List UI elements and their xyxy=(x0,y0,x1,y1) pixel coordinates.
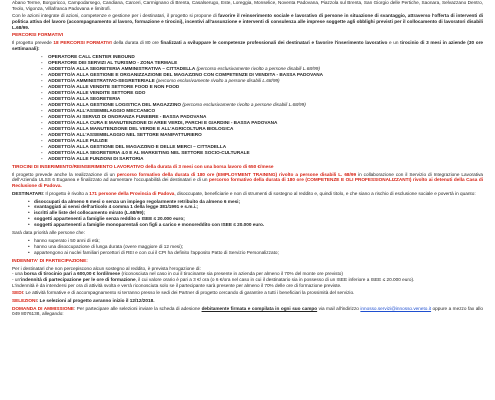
course-item: - ADDETTO/A ALLA GESTIONE LOGISTICA DEL MAGAZZINO (percorso esclusivamente rivolto a persone disabili L.68/99) xyxy=(48,102,483,108)
course-item: - ADDETTO/A AI SERVIZI DI ONORANZA FUNEBRE - BASSA PADOVANA xyxy=(48,114,483,120)
section-heading-formativi: PERCORSI FORMATIVI xyxy=(12,32,64,38)
course-item: - ADDETTO/A ALLA SEGRETERIA 4.0 E AL MARKETING NEL SETTORE SOCIO-CULTURALE xyxy=(48,150,483,156)
destinatari-intro: DESTINATARI: Il progetto è rivolto a 171 persone della Provincia di Padova, disoccupate, beneficiarie e non di strumenti di sostegno al reddito e, quindi titolo, e che siano a rischio di esclusione sociale e povertà in quanto: xyxy=(12,190,476,196)
list-item: • disoccupati da almeno 6 mesi o senza un impiego regolarmente retribuito da almeno 6 mesi; xyxy=(34,199,483,205)
course-item: - ADDETTO/A ALLE VENDITE SETTORE FOOD E NON FOOD xyxy=(48,84,483,90)
course-item: - ADDETTO/A ALLA GESTIONE DEL MAGAZZINO E DELLE MERCI – CITTADELLA xyxy=(48,144,483,150)
domanda-paragraph: DOMANDA DI AMMISSIONE: Per partecipare alle selezioni inviare la scheda di adesione debitamente firmata e compilata in ogni suo campo via mail all'indirizzo innosso.servizi@innosso.veneto.it oppure a mezzo fax allo 049 8076138, allegando: xyxy=(12,305,483,317)
email-link[interactable]: innosso.servizi@innosso.veneto.it xyxy=(360,305,432,311)
course-item: - ADDETTO/A AMMINISTRATIVO-SEGRETERIALE (percorso esclusivamente rivolto a persone disabili L.68/99) xyxy=(48,78,483,84)
course-item: - ADDETTO/A ALLA SEGRETERIA AMMINISTRATIVA – CITTADELLA (percorso esclusivamente rivolto a persone disabili L.68/99) xyxy=(48,66,483,72)
intro-objective: Con le azioni integrate di azioni, competenze e gestione per i destinatari, il progetto si propone di favorire il reinserimento sociale e lavorativo di persone in situazione di svantaggio, attraverso l'offerta di interventi di politica attiva del lavoro (accompagnamento al lavoro, formazione e tirocini), incentivi all'assunzione e interventi di consulenza alle imprese soggette agli obblighi previsti per il collocamento di lavoratori disabili L.68/99. xyxy=(12,13,483,30)
indennita-line: Per i destinatari che non percepiscono alcun sostegno al reddito, è prevista l'erogazione di: xyxy=(12,265,201,271)
indennita-note: L'indennità è da intendersi per ora di attività svolta e verrà riconosciuta solo se il partecipante sarà presente per almeno il 70% delle ore di formazione previste. xyxy=(12,282,342,288)
course-item: - ADDETTO/A ALLA GESTIONE E ORGANIZZAZIONE DEL MAGAZZINO CON COMPETENZE DI VENDITA - BASSA PADOVANA xyxy=(48,72,483,78)
course-item: - ADDETTO/A ALL'ASSEMBLAGGIO MECCANICO xyxy=(48,108,483,114)
course-item: - OPERATORE CALL CENTER INBOUND xyxy=(48,54,483,60)
priority-list xyxy=(12,238,483,255)
course-item: - OPERATORE DEI SERVIZI AL TURISMO - ZONA TERMALE xyxy=(48,60,483,66)
sedi-paragraph: SEDI: Le attività formative e di accompagnamento si terranno presso le sedi dei Partner di progetto cercando di garantire a tutti i beneficiari la prossimità del servizio. xyxy=(12,290,355,296)
list-item: • hanno una disoccupazione di lunga durata (overe maggiore di 12 mesi); xyxy=(34,244,483,250)
list-item: • hanno superato i 50 anni di età; xyxy=(34,238,483,244)
list-item: • appartengono ai nuclei familiari percettori di REI e con cui il CPI ha definito l'apposito Patto di Servizio Personalizzato; xyxy=(34,250,483,256)
priority-intro: Sarà data priorità alle persone che: xyxy=(12,230,85,236)
intro-objective-highlight: favorire il reinserimento sociale e lavorativo di persone in situazione di svantaggio, attraverso l'offerta di interventi di politica attiva del lavoro (accompagnamento al lavoro, formazione e tirocini), incentivi all'assunzione e interventi di consulenza alle imprese soggette agli obblighi previsti per il collocamento di lavoratori disabili L.68/99. xyxy=(12,13,483,30)
course-list xyxy=(12,54,483,162)
course-item: - ADDETTO/A ALLE PULIZIE xyxy=(48,138,483,144)
list-item: • soggetti appartenenti a famiglie senza reddito o ISEE ≤ 20.000 euro; xyxy=(34,216,483,222)
course-item: - ADDETTO/A ALLA SEGRETERIA xyxy=(48,96,483,102)
list-item: • iscritti alle liste del collocamento mirato (L.68/99); xyxy=(34,210,483,216)
section-heading-indennita: INDENNITA' DI PARTECIPAZIONE: xyxy=(12,257,88,263)
destinatari-list xyxy=(12,199,483,228)
formativi-intro: Il progetto prevede 18 PERCORSI FORMATIVI della durata di 80 ore finalizzati a sviluppare le competenze professionali dei destinatari e favorire l'inserimento lavorativo e un tirocinio di 3 mesi in aziende (30 ore settimanali): xyxy=(12,40,484,51)
indennita-borsa: - una borsa di tirocinio pari a 600,00 € lordi/mese (riconosciuta nel caso in cui il tirocinante sia presente in azienda per almeno il 70% del monte ore previsto) xyxy=(12,271,343,277)
indennita-formazione: - un'indennità di partecipazione per le ore di formazione, il cui valore orario è pari a 3 €/ ora (o 6 €/ora nel caso in cui il destinatario sia in possesso di un ISEE inferiore a ISEE ≤ 20.000 euro). xyxy=(12,276,415,282)
course-item: - ADDETTO/A ALLA CURA E MANUTENZIONE DI AREE VERDI, PARCHI E GIARDINI - BASSA PADOVANA xyxy=(48,120,483,126)
course-item: - ADDETTO/A ALL'ASSEMBLAGGIO NEL SETTORE MANIFATTURIERO xyxy=(48,132,483,138)
list-item: • svantaggiati ai sensi dell'articolo 4 comma 1 della legge 381/1991 e s.m.i.; xyxy=(34,204,483,210)
section-heading-tirocini: TIROCINI DI INSERIMENTO/REINSERIMENTO LAVORATIVO della durata di 3 mesi con una borsa lavoro di 650 €/mese xyxy=(12,164,274,170)
tirocini-description: Il progetto prevede anche la realizzazione di un percorso formativo della durata di 180 ore (EMPLOYMENT TRAINING) rivolto a persone disabili L. 68/99 in collaborazione con il Servizio di Integrazione Lavorativa dell'Azienda ULSS 6 Euganea e finalizzato ad aumentare l'occupabilità dei destinatari e di un percorso formativo della durata di 180 ore (COMPETENZE E OLI PROFESSIONALIZZANTI) rivolto ai detenuti della Casa di Reclusione di Padova. xyxy=(12,171,484,189)
course-item: - ADDETTO/A ALLE FUNZIONI DI SARTORIA xyxy=(48,156,483,162)
list-item: • soggetti appartenenti a famiglie monoparentali con figli a carico e monoreddito con ISEE ≤ 20.000 euro. xyxy=(34,222,483,228)
course-item: - ADDETTO/A ALLA MANUTENZIONE DEL VERDE E ALL'AGRICOLTURA BIOLOGICA xyxy=(48,126,483,132)
selezioni-paragraph: SELEZIONI: Le selezioni al progetto avranno inizio il 12/12/2018. xyxy=(12,298,155,304)
course-item: - ADDETTO/A ALLE VENDITE SETTORE GDO xyxy=(48,90,483,96)
intro-municipalities: Abano Terme, Borgoricco, Campodarsego, Candiana, Carceri, Carmignano di Brenta, Casalserugo, Este, Loreggia, Monselice, Noventa Padovana, Piazzola sul Brenta, San Giorgio delle Pertiche, Saonara, Selvazzano Dentro, Teolo, Vigonza, Villafranca Padovana e limitrofi. xyxy=(12,0,483,11)
